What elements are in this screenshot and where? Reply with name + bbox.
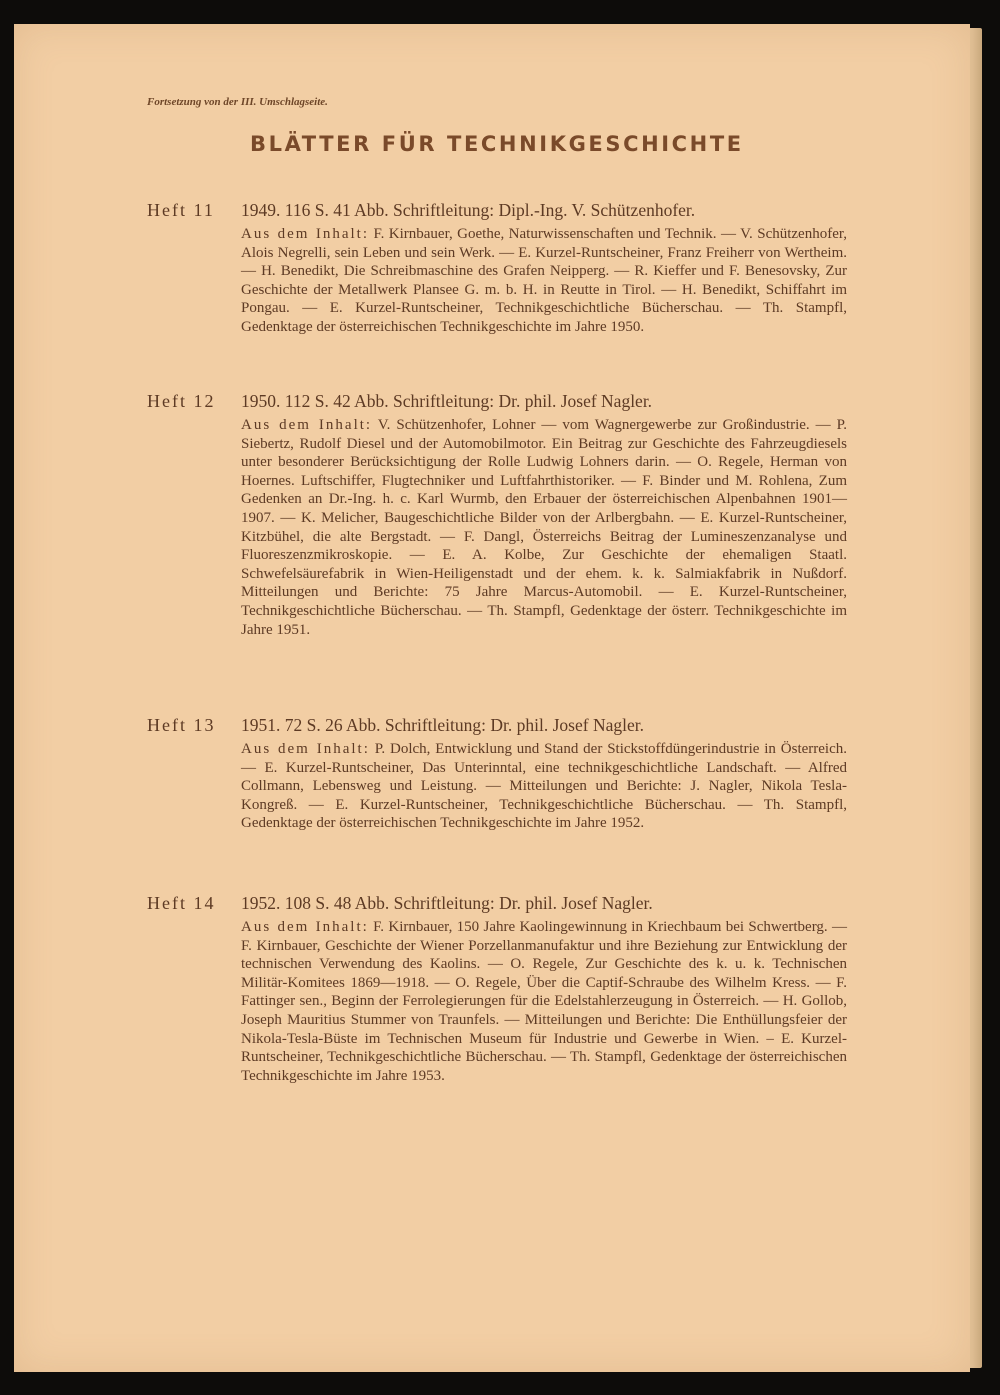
issue-contents [241,225,847,337]
contents-text: V. Schützenhofer, Lohner — vom Wagnergewerbe zur Großindustrie. — P. Siebertz, Rudolf Diesel und der Automobilmotor. Ein Beitrag zur Geschichte des Fahrzeugdiesels unter besonderer Berücksichtigung der Rolle Ludwig Lohners darin. — O. Regele, Herman von Hoernes. Luftschiffer, Flugtechniker und Luftfahrthistoriker. — F. Binder und M. Rohlena, Zum Gedenken an Dr.-Ing. h. c. Karl Wurmb, den Erbauer der österreichischen Alpenbahnen 1901—1907. — K. Melicher, Baugeschichtliche Bilder von der Arlbergbahn. — E. Kurzel-Runtscheiner, Kitzbühel, die alte Bergstadt. — F. Dangl, Österreichs Beitrag der Lumineszenzanalyse und Fluoreszenzmikroskopie. — E. A. Kolbe, Zur Geschichte der ehemaligen Staatl. Schwefelsäurefabrik in Wien-Heiligenstadt und der ehem. k. k. Salmiakfabrik in Nußdorf. Mitteilungen und Berichte: 75 Jahre Marcus-Automobil. — E. Kurzel-Runtscheiner, Technikgeschichtliche Bücherschau. — Th. Stampfl, Gedenktage der österr. Technikgeschichte im Jahre 1951. [241,417,848,638]
issue-label: Heft 12 [147,391,216,411]
issue-label: Heft 11 [147,200,215,220]
contents-text: F. Kirnbauer, Goethe, Naturwissenschaften und Technik. — V. Schützenhofer, Alois Negrelli, sein Leben und sein Werk. — E. Kurzel-Runtscheiner, Franz Freiherr von Wertheim. — H. Benedikt, Die Schreibmaschine des Grafen Neipperg. — R. Kieffer und F. Benesovsky, Zur Geschichte der Metallwerk Plansee G. m. b. H. in Reutte in Tirol. — H. Benedikt, Schiffahrt im Pongau. — E. Kurzel-Runtscheiner, Technikgeschichtliche Bücherschau. — Th. Stampfl, Gedenktage der österreichischen Technikgeschichte im Jahre 1950. [241,226,848,335]
page-title: BLÄTTER FÜR TECHNIKGESCHICHTE [250,132,744,156]
issue-label: Heft 14 [147,893,216,913]
contents-text: F. Kirnbauer, 150 Jahre Kaolingewinnung in Kriechbaum bei Schwertberg. — F. Kirnbauer, Geschichte der Wiener Porzellanmanufaktur und ihre Beziehung zur Entwicklung der technischen Verwendung des Kaolins. — O. Regele, Zur Geschichte des k. u. k. Technischen Militär-Komitees 1869—1918. — O. Regele, Über die Captif-Schraube des Wilhelm Kress. — F. Fattinger sen., Beginn der Ferrolegierungen für die Edelstahlerzeugung in Österreich. — H. Gollob, Joseph Mauritius Stummer von Traunfels. — Mitteilungen und Berichte: Die Enthüllungsfeier der Nikola-Tesla-Büste im Technischen Museum für Industrie und Gewerbe in Wien. – E. Kurzel-Runtscheiner, Technikgeschichtliche Bücherschau. — Th. Stampfl, Gedenktage der österreichischen Technikgeschichte im Jahre 1953. [241,919,848,1084]
contents-intro: Aus dem Inhalt: [241,417,373,433]
contents-intro: Aus dem Inhalt: [241,919,369,935]
issue-header: 1949. 116 S. 41 Abb. Schriftleitung: Dipl.-Ing. V. Schützenhofer. [241,200,696,220]
issue-header: 1950. 112 S. 42 Abb. Schriftleitung: Dr. phil. Josef Nagler. [241,391,653,411]
running-head: Fortsetzung von der III. Umschlagseite. [147,96,328,108]
issue-contents [241,416,847,639]
issue-header: 1952. 108 S. 48 Abb. Schriftleitung: Dr. phil. Josef Nagler. [241,893,653,913]
contents-intro: Aus dem Inhalt: [241,741,370,757]
issue-contents [241,918,847,1085]
contents-intro: Aus dem Inhalt: [241,226,370,242]
issue-label: Heft 13 [147,715,216,735]
issue-contents [241,740,847,833]
contents-text: P. Dolch, Entwicklung und Stand der Stickstoffdüngerindustrie in Österreich. — E. Kurzel-Runtscheiner, Das Unterinntal, eine technikgeschichtliche Landschaft. — Alfred Collmann, Lebensweg und Leistung. — Mitteilungen und Berichte: J. Nagler, Nikola Tesla-Kongreß. — E. Kurzel-Runtscheiner, Technikgeschichtliche Bücherschau. — Th. Stampfl, Gedenktage der österreichischen Technikgeschichte im Jahre 1952. [241,741,848,832]
issue-header: 1951. 72 S. 26 Abb. Schriftleitung: Dr. phil. Josef Nagler. [241,715,644,735]
